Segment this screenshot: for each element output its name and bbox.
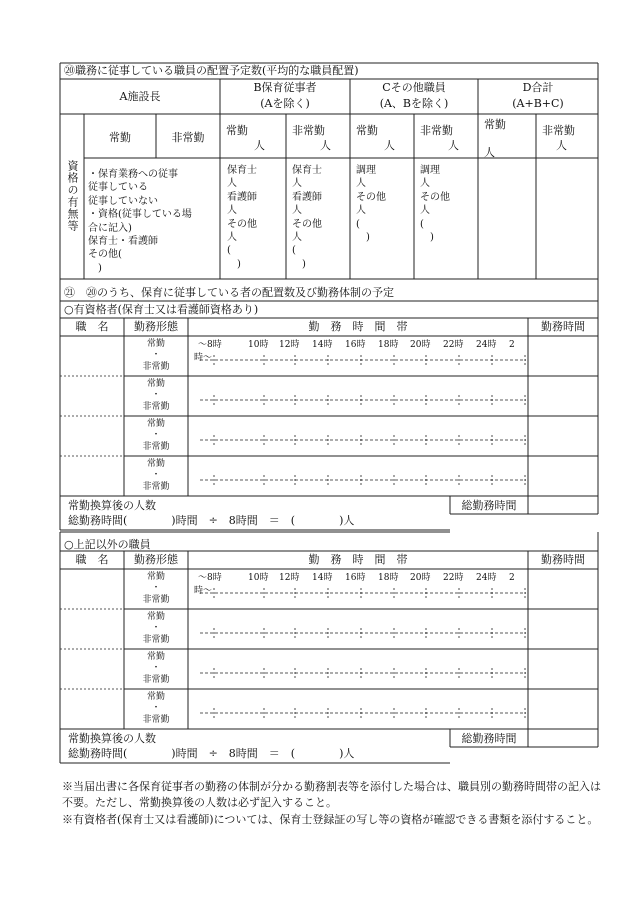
qualified-block-row0-dot: ・ bbox=[151, 350, 161, 360]
qualified-block-row3-dot: ・ bbox=[151, 470, 161, 480]
d-fulltime-label: 常勤 bbox=[484, 118, 506, 131]
c-fulltime-details: 調理 人 その他 人 ( ) bbox=[356, 165, 386, 244]
others-block-row1-dot: ・ bbox=[151, 623, 161, 633]
col-d-header-1: D合計 bbox=[522, 81, 554, 94]
col-c-header-2: (A、Bを除く) bbox=[379, 97, 449, 110]
qualified-block-row0-parttime: 非常勤 bbox=[142, 362, 170, 372]
b-parttime-label: 非常勤 bbox=[292, 124, 325, 137]
qualified-block-row1-dot: ・ bbox=[151, 390, 161, 400]
others-block-hour-label-9: 2 bbox=[509, 573, 515, 583]
others-block-row1-parttime: 非常勤 bbox=[142, 635, 170, 645]
col-b-header-1: B保育従事者 bbox=[253, 81, 317, 94]
qualified-block-row1-fulltime: 常勤 bbox=[146, 379, 165, 389]
section20-title: ⑳職務に従事している職員の配置予定数(平均的な職員配置) bbox=[64, 64, 359, 77]
note-1: ※当届出書に各保育従事者の勤務の体制が分かる勤務割表等を添付した場合は、職員別の勤務時間帯の記入は不要。ただし、常勤換算後の人数は必ず記入すること。 bbox=[62, 780, 601, 809]
others-block-row2-dot: ・ bbox=[151, 663, 161, 673]
qualified-block-row3-parttime: 非常勤 bbox=[142, 482, 170, 492]
qualification-label: 資格の有無等 bbox=[66, 160, 79, 232]
others-block-calc-line: 総勤務時間( )時間 ÷ 8時間 ＝ ( )人 bbox=[68, 747, 355, 760]
qualified-block-hour-cont: 時〜 bbox=[194, 353, 213, 363]
qualified-block-hour-label-2: 12時 bbox=[279, 340, 300, 350]
c-parttime-details: 調理 人 その他 人 ( ) bbox=[420, 165, 450, 244]
others-block-row0-dot: ・ bbox=[151, 583, 161, 593]
others-block-hour-label-3: 14時 bbox=[312, 573, 333, 583]
others-block-row2-fulltime: 常勤 bbox=[146, 652, 165, 662]
qualified-block-row2-dot: ・ bbox=[151, 430, 161, 440]
others-block-row1-fulltime: 常勤 bbox=[146, 612, 165, 622]
qualified-block-hour-label-8: 24時 bbox=[476, 340, 497, 350]
c-parttime-label: 非常勤 bbox=[420, 124, 453, 137]
others-block-hour-label-6: 20時 bbox=[410, 573, 431, 583]
qualified-block-hour-label-0: 〜8時 bbox=[198, 340, 222, 350]
qualified-block-row3-fulltime: 常勤 bbox=[146, 459, 165, 469]
others-block-fte-label: 常勤換算後の人数 bbox=[68, 732, 156, 745]
qualified-block-header-position: 職 名 bbox=[75, 320, 109, 333]
others-block-header-band: 勤 務 時 間 帯 bbox=[308, 553, 408, 566]
others-block-row0-fulltime: 常勤 bbox=[146, 572, 165, 582]
b-fulltime-details: 保育士 人 看護師 人 その他 人 ( ) bbox=[227, 165, 257, 270]
section21-title: ㉑ ⑳のうち、保育に従事している者の配置数及び勤務体制の予定 bbox=[64, 286, 394, 299]
qualified-label: ○有資格者(保育士又は看護師資格あり) bbox=[64, 303, 259, 316]
others-block-hour-label-4: 16時 bbox=[345, 573, 366, 583]
others-block-row0-parttime: 非常勤 bbox=[142, 595, 170, 605]
others-block-hour-label-7: 22時 bbox=[443, 573, 464, 583]
note-2: ※有資格者(保育士又は看護師)については、保育士登録証の写し等の資格が確認できる書類を添付すること。 bbox=[62, 813, 599, 826]
col-b-header-2: (Aを除く) bbox=[260, 97, 310, 110]
qualified-block-hour-label-7: 22時 bbox=[443, 340, 464, 350]
qualified-block-row2-parttime: 非常勤 bbox=[142, 442, 170, 452]
qualified-block-hour-label-5: 18時 bbox=[378, 340, 399, 350]
qualified-block-total-hours-label: 総勤務時間 bbox=[461, 499, 517, 512]
qualified-block-hour-label-6: 20時 bbox=[410, 340, 431, 350]
others-label: ○上記以外の職員 bbox=[64, 538, 151, 551]
others-block-hour-cont: 時〜 bbox=[194, 586, 213, 596]
c-fulltime-unit: 人 bbox=[384, 139, 395, 152]
others-block-header-position: 職 名 bbox=[75, 553, 109, 566]
qualified-block-hour-label-4: 16時 bbox=[345, 340, 366, 350]
d-parttime-unit: 人 bbox=[556, 139, 567, 152]
qualified-block-hour-label-9: 2 bbox=[509, 340, 515, 350]
qualified-block-header-hours: 勤務時間 bbox=[541, 320, 585, 333]
d-fulltime-unit: 人 bbox=[484, 146, 495, 159]
others-block-hour-label-1: 10時 bbox=[248, 573, 269, 583]
others-block-header-hours: 勤務時間 bbox=[541, 553, 585, 566]
a-details: ・保育業務への従事 従事している 従事していない ・資格(従事している場 合に記入) 保育士・看護師 その他( ) bbox=[88, 169, 192, 274]
others-block-row3-fulltime: 常勤 bbox=[146, 692, 165, 702]
col-c-header-1: Cその他職員 bbox=[382, 81, 446, 94]
others-block-hour-label-8: 24時 bbox=[476, 573, 497, 583]
qualified-block-hour-label-1: 10時 bbox=[248, 340, 269, 350]
b-parttime-details: 保育士 人 看護師 人 その他 人 ( ) bbox=[292, 165, 322, 270]
others-block-hour-label-5: 18時 bbox=[378, 573, 399, 583]
c-parttime-unit: 人 bbox=[448, 139, 459, 152]
d-parttime-label: 非常勤 bbox=[542, 124, 575, 137]
others-block-hour-label-2: 12時 bbox=[279, 573, 300, 583]
b-fulltime-unit: 人 bbox=[254, 139, 265, 152]
qualified-block-row1-parttime: 非常勤 bbox=[142, 402, 170, 412]
others-block-hour-label-0: 〜8時 bbox=[198, 573, 222, 583]
qualified-block-row0-fulltime: 常勤 bbox=[146, 339, 165, 349]
qualified-block-hour-label-3: 14時 bbox=[312, 340, 333, 350]
b-fulltime-label: 常勤 bbox=[226, 124, 248, 137]
others-block-total-hours-label: 総勤務時間 bbox=[461, 732, 517, 745]
qualified-block-row2-fulltime: 常勤 bbox=[146, 419, 165, 429]
others-block-row3-dot: ・ bbox=[151, 703, 161, 713]
others-block-row3-parttime: 非常勤 bbox=[142, 715, 170, 725]
others-block-header-form: 勤務形態 bbox=[134, 553, 178, 566]
qualified-block-header-form: 勤務形態 bbox=[134, 320, 178, 333]
qualified-block-calc-line: 総勤務時間( )時間 ÷ 8時間 ＝ ( )人 bbox=[68, 514, 355, 527]
c-fulltime-label: 常勤 bbox=[356, 124, 378, 137]
a-fulltime-label: 常勤 bbox=[109, 131, 131, 144]
col-d-header-2: (A+B+C) bbox=[512, 97, 564, 110]
col-a-header: A施設長 bbox=[119, 90, 161, 103]
qualified-block-fte-label: 常勤換算後の人数 bbox=[68, 499, 156, 512]
a-parttime-label: 非常勤 bbox=[171, 131, 205, 144]
b-parttime-unit: 人 bbox=[320, 139, 331, 152]
qualified-block-header-band: 勤 務 時 間 帯 bbox=[308, 320, 408, 333]
others-block-row2-parttime: 非常勤 bbox=[142, 675, 170, 685]
